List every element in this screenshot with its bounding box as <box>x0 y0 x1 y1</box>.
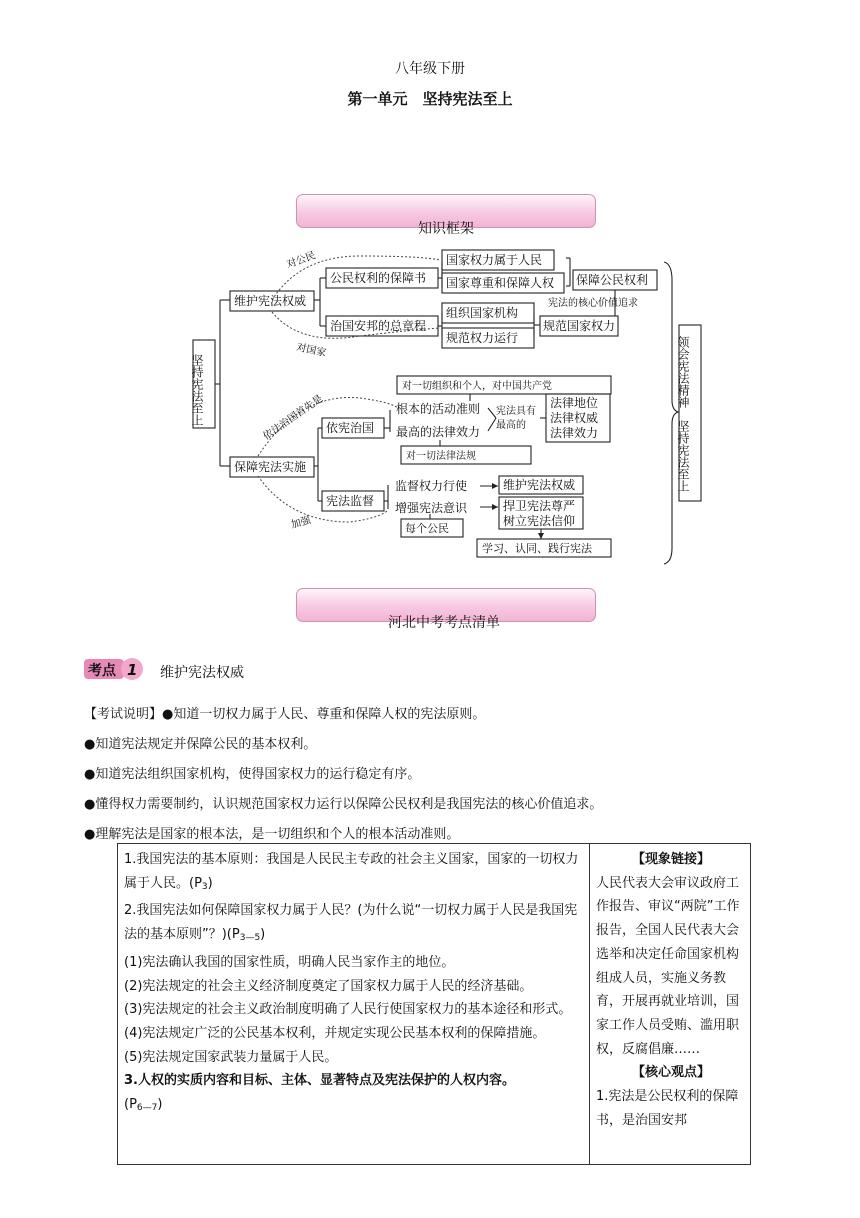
exam-note-2: ●知道宪法规定并保障公民的基本权利。 <box>84 737 317 752</box>
para-8: 3.人权的实质内容和目标、主体、显著特点及宪法保护的人权内容。 $(P_{6—7})$ <box>124 1073 515 1114</box>
root-rule-text: 根本的活动准则 <box>396 402 481 416</box>
table-right-cell <box>590 844 751 1165</box>
core-text: 宪法的核心价值追求 <box>548 298 638 309</box>
protect-text: 保障公民权利 <box>576 273 649 287</box>
para-6: (4)宪法规定广泛的公民基本权利，并规定实现公民基本权利的保障措施。 <box>124 1025 546 1041</box>
exam-note-5: ●理解宪法是国家的根本法，是一切组织和个人的根本活动准则。 <box>84 827 460 842</box>
defend-dignity-text: 捍卫宪法尊严 <box>503 499 576 513</box>
grade-title: 八年级下册 <box>395 61 465 77</box>
exam-note-3: ●知道宪法组织国家机构，使得国家权力的运行稳定有序。 <box>84 767 421 782</box>
to-state-text: 对国家 <box>295 342 328 360</box>
branch1-text: 维护宪法权威 <box>234 294 307 308</box>
content-table <box>117 843 751 1165</box>
para-1: 1.我国宪法的基本原则：我国是人民民主专政的社会主义国家，国家的一切权力属于人民。$(P_3)$ <box>124 852 579 892</box>
b1b-text: 治国安邦的总章程 <box>330 319 427 333</box>
all-laws-text: 对一切法律法规 <box>406 451 476 462</box>
para-3: (1)宪法确认我国的国家性质，明确人民当家作主的地位。 <box>124 954 455 970</box>
establish-faith-text: 树立宪法信仰 <box>503 514 576 528</box>
b1b2-text: 规范权力运行 <box>446 331 519 345</box>
to-citizen-text: 对公民 <box>285 250 318 271</box>
first-text: 依法治国首先是 <box>261 393 326 443</box>
core-text: 1.宪法是公民权利的保障书，是治国安邦 <box>596 1089 739 1128</box>
b2b-text: 宪法监督 <box>326 494 375 508</box>
legal-effect-text: 法律效力 <box>550 426 599 440</box>
regulate-text: 规范国家权力 <box>543 319 616 333</box>
legal-status-text: 法律地位 <box>550 396 599 410</box>
unit-title: 第一单元 坚持宪法至上 <box>347 90 513 108</box>
strengthen-text: 加强 <box>289 515 313 531</box>
maintain-authority-text: 维护宪法权威 <box>503 478 576 492</box>
checklist-label: 河北中考考点清单 <box>388 615 500 631</box>
para-7: (5)宪法规定国家武装力量属于人民。 <box>124 1049 338 1065</box>
knowledge-diagram <box>0 0 860 600</box>
phenomenon-heading: 【现象链接】 <box>631 852 710 867</box>
every-citizen-text: 每个公民 <box>405 522 449 535</box>
branch2-text: 保障宪法实施 <box>234 460 307 474</box>
learn-text: 学习、认同、践行宪法 <box>482 542 592 555</box>
b1a1-text: 国家权力属于人民 <box>446 253 543 267</box>
para-5: (3)宪法规定的社会主义政治制度明确了人民行使国家权力的基本途径和形式。 <box>124 1002 572 1018</box>
exam-note-1: 【考试说明】●知道一切权力属于人民、尊重和保障人权的宪法原则。 <box>84 707 486 722</box>
b1a2-text: 国家尊重和保障人权 <box>446 276 555 290</box>
svg-text:考点: 考点 <box>88 663 116 679</box>
has-highest-1: 宪法具有 <box>496 406 536 417</box>
exam-note-4: ●懂得权力需要制约，认识规范国家权力运行以保障公民权利是我国宪法的核心价值追求。 <box>84 797 603 812</box>
root-text: 坚持宪法至上 <box>190 354 204 426</box>
svg-text:1: 1 <box>127 661 138 679</box>
supervise-text: 监督权力行使 <box>395 479 468 493</box>
has-highest-2: 最高的 <box>496 420 526 431</box>
b2a-text: 依宪治国 <box>326 421 375 435</box>
legal-authority-text: 法律权威 <box>550 411 599 425</box>
core-heading: 【核心观点】 <box>631 1065 710 1081</box>
para-2: 2.我国宪法如何保障国家权力属于人民？(为什么说“一切权力属于人民是我国宪法的基本原则”？)$(P_{3—5})$ <box>124 903 578 944</box>
framework-label: 知识框架 <box>418 221 474 237</box>
phenomenon-text: 人民代表大会审议政府工作报告、审议“两院”工作报告，全国人民代表大会选举和决定任命国家机构组成人员，实施义务教育，开展再就业培训，国家工作人员受贿、滥用职权，反腐倡廉…… <box>596 875 740 1057</box>
table-left-cell <box>118 844 590 1165</box>
right-text: 领会宪法精神 坚持宪法至上 <box>676 336 690 492</box>
para-4: (2)宪法规定的社会主义经济制度奠定了国家权力属于人民的经济基础。 <box>124 978 533 994</box>
all-org-text: 对一切组织和个人，对中国共产党 <box>402 381 552 392</box>
kaodian-title: 维护宪法权威 <box>160 665 244 681</box>
awareness-text: 增强宪法意识 <box>395 501 468 515</box>
b1a-text: 公民权利的保障书 <box>330 271 427 285</box>
kaodian-badge <box>84 657 146 681</box>
highest-text: 最高的法律效力 <box>396 425 481 439</box>
b1b1-text: 组织国家机构 <box>446 306 519 320</box>
